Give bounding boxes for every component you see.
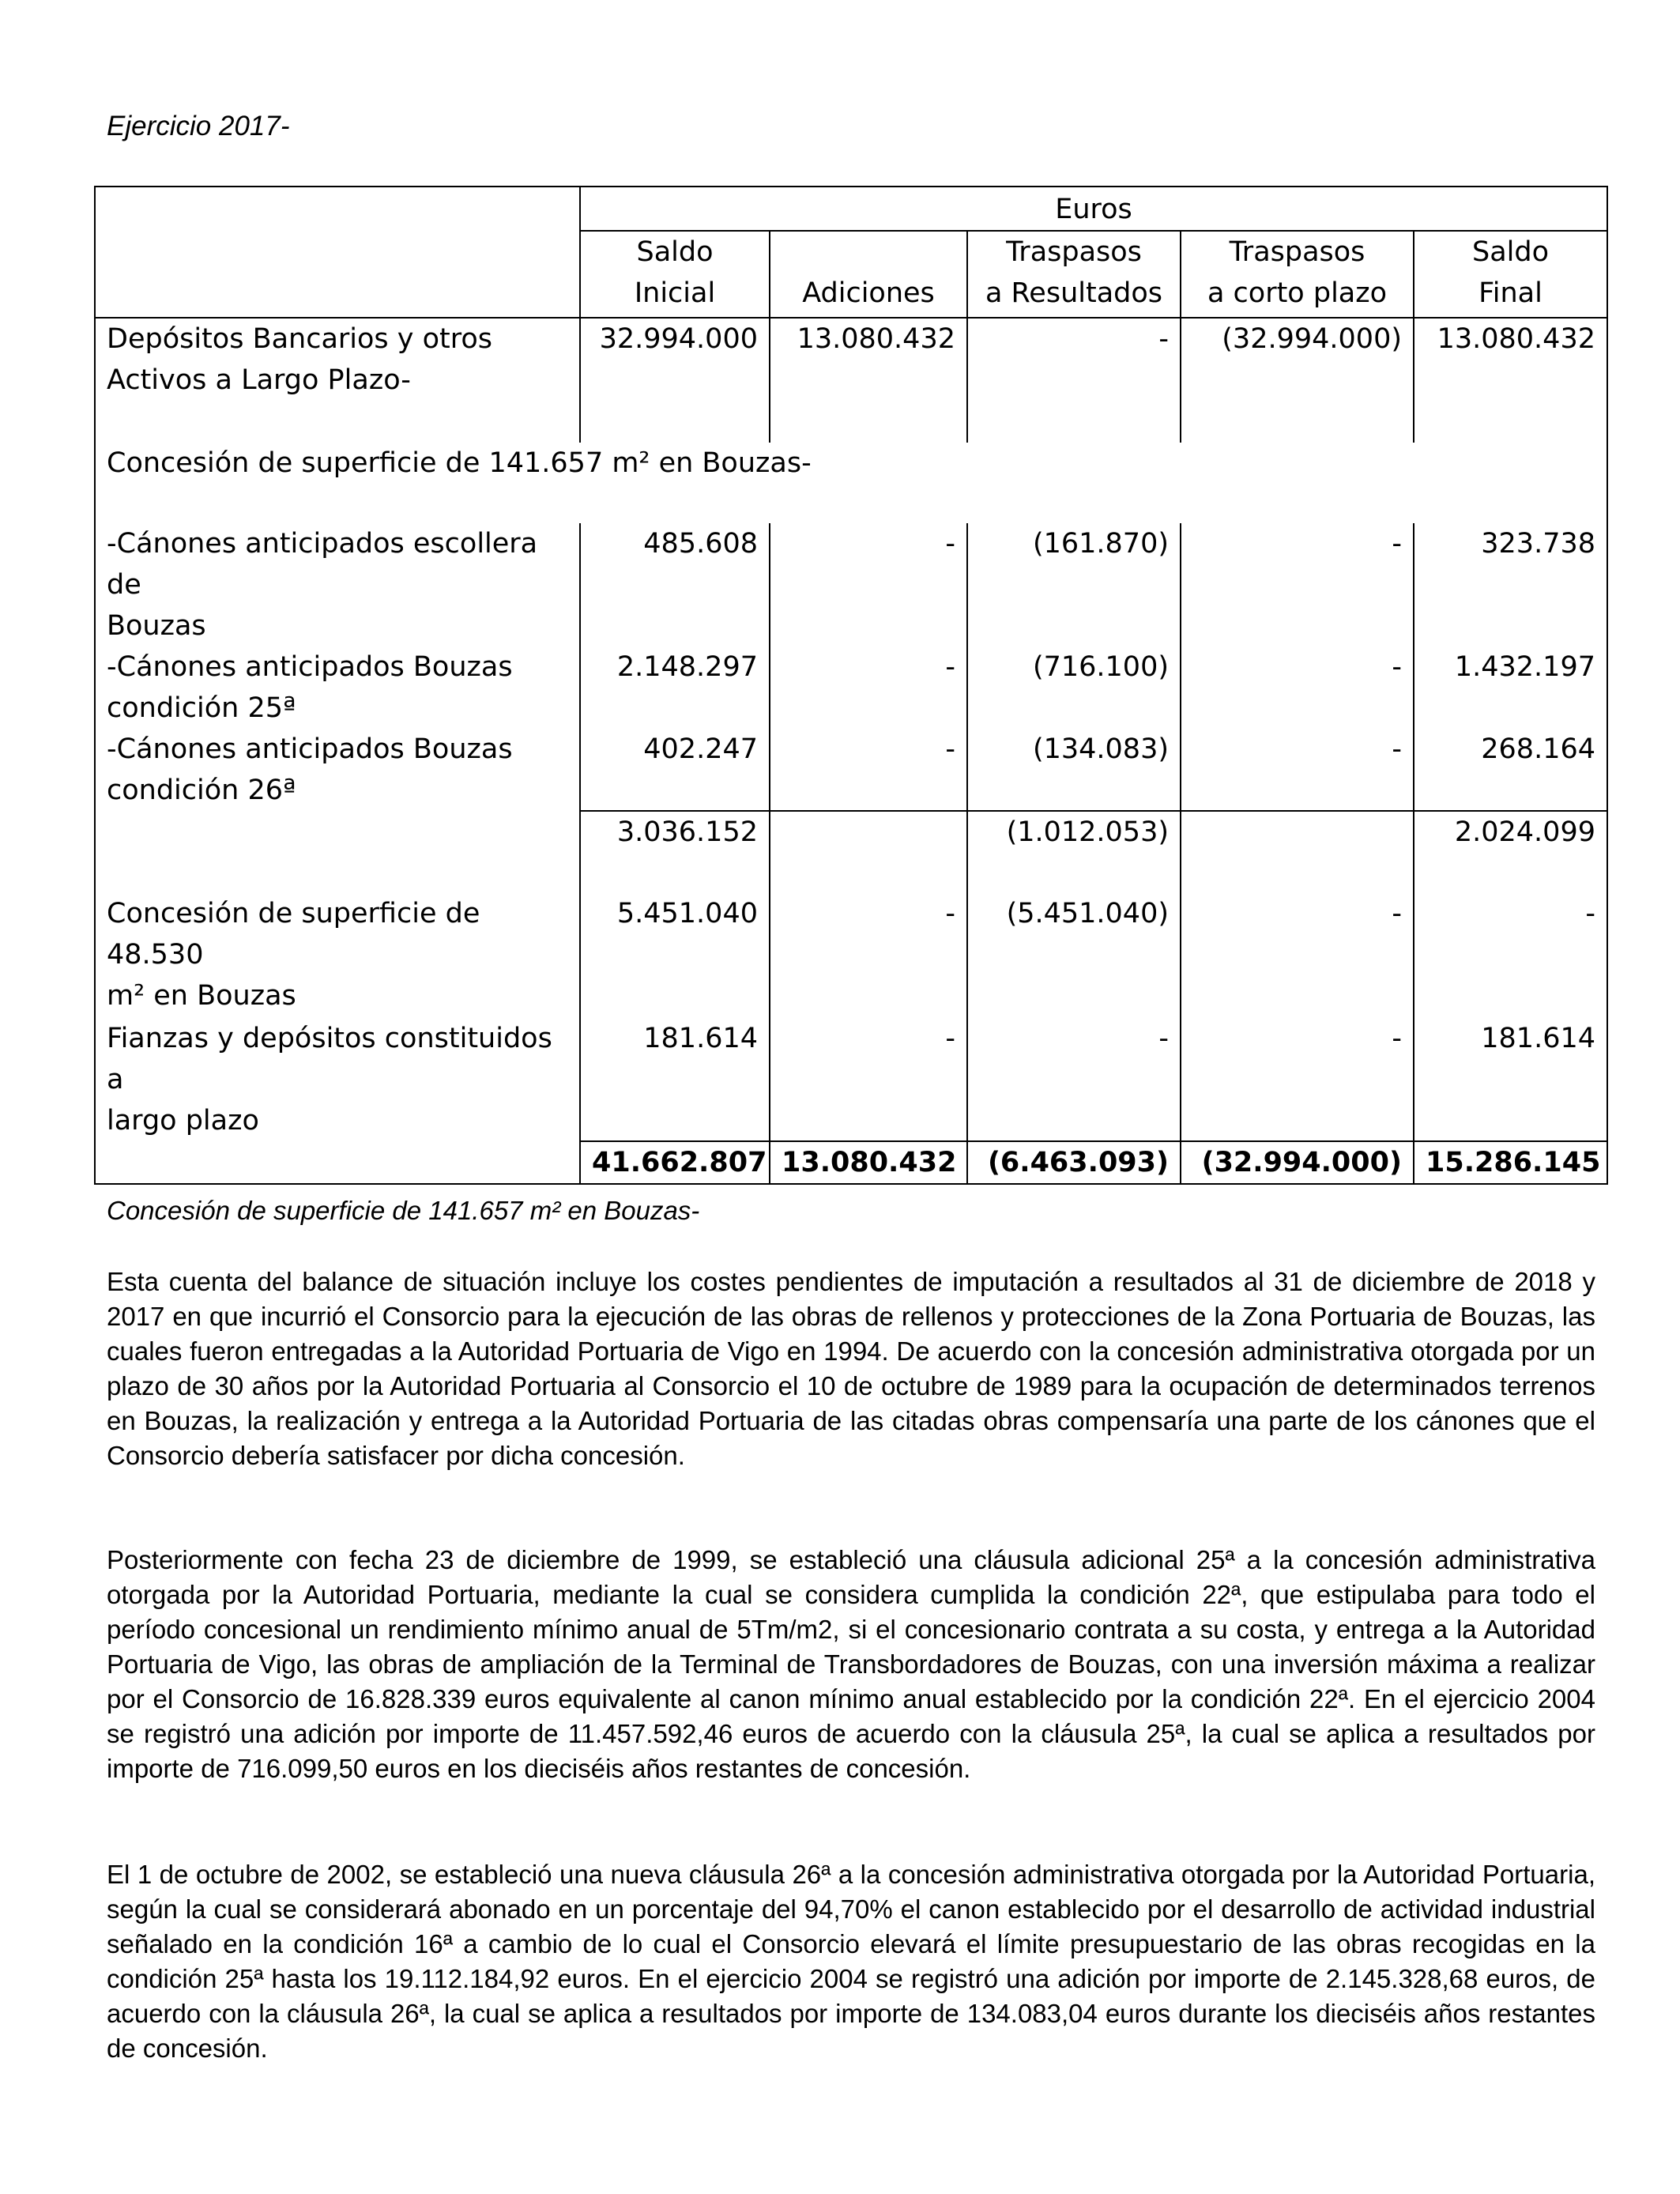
section-label: Concesión de superficie de 141.657 m² en Bouzas-: [95, 443, 1607, 523]
paragraph-1: Esta cuenta del balance de situación incluye los costes pendientes de imputación a resultados al 31 de diciembre de 2018 y 2017 en que incurrió el Consorcio para la ejecución de las obras de rellenos y protecciones de la Zona Portuaria de Bouzas, las cuales fueron entregadas a la Autoridad Portuaria de Vigo en 1994. De acuerdo con la concesión administrativa otorgada por un plazo de 30 años por la Autoridad Portuaria al Consorcio el 10 de octubre de 1989 para la ocupación de determinados terrenos en Bouzas, la realización y entrega a la Autoridad Portuaria de las citadas obras compensaría una parte de los cánones que el Consorcio debería satisfacer por dicha concesión.: [107, 1267, 1595, 1470]
header-empty-cell: [95, 187, 580, 318]
row-label: -Cánones anticipados Bouzas condición 26ª: [95, 729, 580, 811]
cell-adiciones: -: [770, 893, 967, 1018]
cell-tras-corto: -: [1181, 1018, 1414, 1141]
col-header-adiciones-blank: [770, 231, 967, 273]
total-row: [95, 1141, 1607, 1184]
cell-adiciones: -: [770, 647, 967, 729]
cell-saldo-inicial: 402.247: [580, 729, 770, 811]
cell-tras-res: (1.012.053): [967, 811, 1181, 893]
cell-saldo-final: 268.164: [1414, 729, 1607, 811]
cell-tras-res: (134.083): [967, 729, 1181, 811]
paragraph-3: El 1 de octubre de 2002, se estableció una nueva cláusula 26ª a la concesión administrativa otorgada por la Autoridad Portuaria, según la cual se considerará abonado en un porcentaje del 94,70% el canon establecido por el desarrollo de actividad industrial señalado en la condición 16ª a cambio de lo cual el Consorcio elevará el límite presupuestario de las obras recogidas en la condición 25ª hasta los 19.112.184,92 euros. En el ejercicio 2004 se registró una adición por importe de 2.145.328,68 euros, de acuerdo con la cláusula 26ª, la cual se aplica a resultados por importe de 134.083,04 euros durante los dieciséis años restantes de concesión.: [107, 1860, 1595, 2063]
cell-saldo-final: -: [1414, 893, 1607, 1018]
table-row: [95, 523, 1607, 647]
cell-tras-res: -: [967, 318, 1181, 443]
cell-saldo-final: 2.024.099: [1414, 811, 1607, 893]
section-subheading: Concesión de superficie de 141.657 m² en Bouzas-: [107, 1196, 700, 1225]
col-header-tras-res-2: a Resultados: [967, 273, 1181, 318]
cell-tras-corto: -: [1181, 647, 1414, 729]
cell-saldo-inicial: 2.148.297: [580, 647, 770, 729]
cell-tras-res: -: [967, 1018, 1181, 1141]
subtotal-label-empty: [95, 811, 580, 893]
cell-adiciones: 13.080.432: [770, 1141, 967, 1184]
table-row: [95, 729, 1607, 811]
cell-tras-corto-empty: [1181, 811, 1414, 893]
cell-tras-corto: -: [1181, 729, 1414, 811]
cell-saldo-final: 181.614: [1414, 1018, 1607, 1141]
row-label: -Cánones anticipados escollera de Bouzas: [95, 523, 580, 647]
cell-tras-corto: (32.994.000): [1181, 318, 1414, 443]
table-row: [95, 1018, 1607, 1141]
col-header-tras-res-1: Traspasos: [967, 231, 1181, 273]
cell-tras-res: (716.100): [967, 647, 1181, 729]
paragraph-2: Posteriormente con fecha 23 de diciembre de 1999, se estableció una cláusula adicional 25ª a la concesión administrativa otorgada por la Autoridad Portuaria, mediante la cual se considera cumplida la condición 22ª, que estipulaba para todo el período concesional un rendimiento mínimo anual de 5Tm/m2, si el concesionario contrata a su costa, y entrega a la Autoridad Portuaria de Vigo, las obras de ampliación de la Terminal de Transbordadores de Bouzas, con una inversión máxima a realizar por el Consorcio de 16.828.339 euros equivalente al canon mínimo anual establecido por la condición 22ª. En el ejercicio 2004 se registró una adición por importe de 11.457.592,46 euros de acuerdo con la cláusula 25ª, la cual se aplica a resultados por importe de 716.099,50 euros en los dieciséis años restantes de concesión.: [107, 1545, 1595, 1783]
cell-saldo-inicial: 5.451.040: [580, 893, 770, 1018]
currency-header: Euros: [580, 187, 1607, 231]
cell-saldo-inicial: 181.614: [580, 1018, 770, 1141]
col-header-saldo-inicial-1: Saldo: [580, 231, 770, 273]
cell-tras-corto: -: [1181, 523, 1414, 647]
balance-table: [94, 186, 1608, 1185]
row-label: Depósitos Bancarios y otros Activos a Largo Plazo-: [95, 318, 580, 443]
cell-saldo-final: 15.286.145: [1414, 1141, 1607, 1184]
cell-tras-corto: (32.994.000): [1181, 1141, 1414, 1184]
page-heading: Ejercicio 2017-: [107, 111, 290, 141]
cell-adiciones: -: [770, 729, 967, 811]
cell-adiciones-empty: [770, 811, 967, 893]
col-header-saldo-final-1: Saldo: [1414, 231, 1607, 273]
row-label: Fianzas y depósitos constituidos a largo plazo: [95, 1018, 580, 1141]
cell-tras-res: (6.463.093): [967, 1141, 1181, 1184]
cell-saldo-final: 13.080.432: [1414, 318, 1607, 443]
row-label: Concesión de superficie de 48.530 m² en Bouzas: [95, 893, 580, 1018]
cell-tras-corto: -: [1181, 893, 1414, 1018]
table-row: [95, 318, 1607, 443]
cell-saldo-inicial: 3.036.152: [580, 811, 770, 893]
cell-saldo-final: 323.738: [1414, 523, 1607, 647]
section-row: [95, 443, 1607, 523]
col-header-saldo-inicial-2: Inicial: [580, 273, 770, 318]
col-header-adiciones: Adiciones: [770, 273, 967, 318]
row-label: -Cánones anticipados Bouzas condición 25ª: [95, 647, 580, 729]
cell-tras-res: (5.451.040): [967, 893, 1181, 1018]
cell-adiciones: 13.080.432: [770, 318, 967, 443]
col-header-saldo-final-2: Final: [1414, 273, 1607, 318]
total-label-empty: [95, 1141, 580, 1184]
cell-tras-res: (161.870): [967, 523, 1181, 647]
table-row: [95, 647, 1607, 729]
col-header-tras-corto-1: Traspasos: [1181, 231, 1414, 273]
col-header-tras-corto-2: a corto plazo: [1181, 273, 1414, 318]
subtotal-row: [95, 811, 1607, 893]
cell-saldo-inicial: 41.662.807: [580, 1141, 770, 1184]
table-row: [95, 893, 1607, 1018]
cell-adiciones: -: [770, 1018, 967, 1141]
cell-adiciones: -: [770, 523, 967, 647]
cell-saldo-inicial: 485.608: [580, 523, 770, 647]
header-row-currency: [95, 187, 1607, 231]
cell-saldo-inicial: 32.994.000: [580, 318, 770, 443]
cell-saldo-final: 1.432.197: [1414, 647, 1607, 729]
